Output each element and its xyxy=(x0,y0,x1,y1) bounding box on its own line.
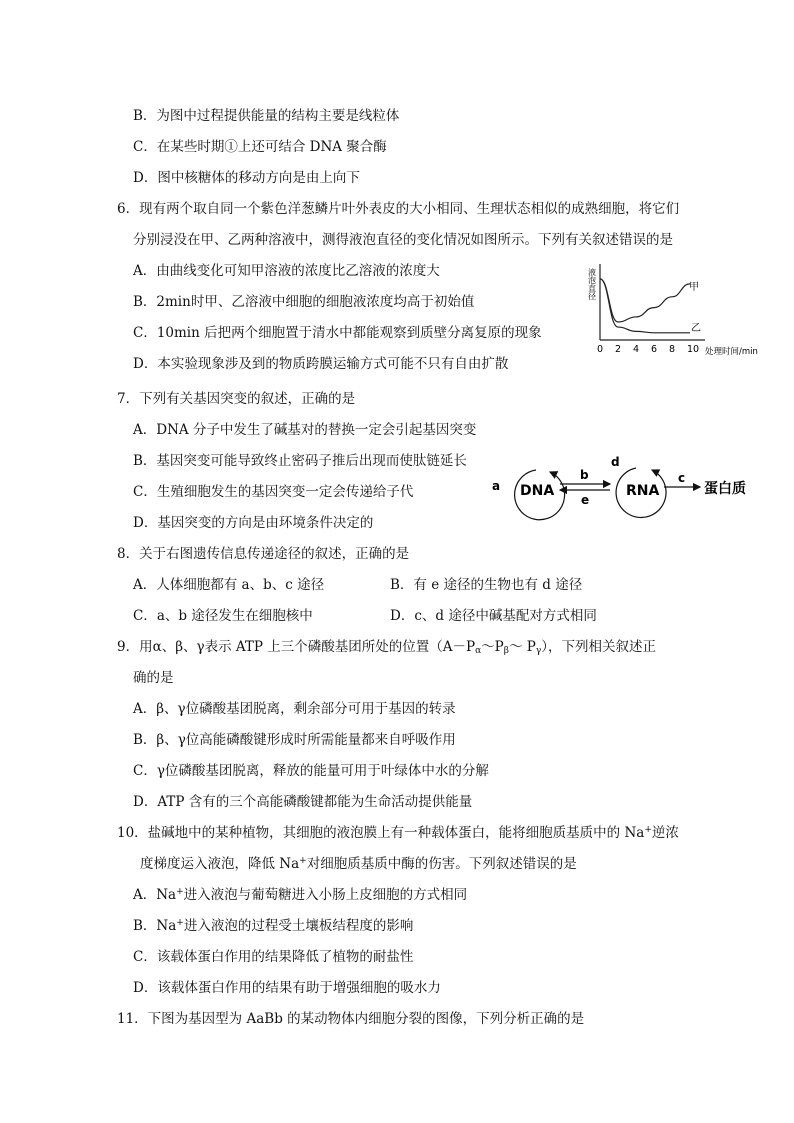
q10-option-d: D．该载体蛋白作用的结果有助于增强细胞的吸水力 xyxy=(133,980,441,996)
superscript-plus: + xyxy=(644,825,652,835)
x-tick-label: 6 xyxy=(651,344,658,355)
q10-stem-text: 对细胞质基质中酶的伤害。下列叙述错误的是 xyxy=(306,856,577,872)
rna-node: RNA xyxy=(626,483,660,499)
series-jia-label: 甲 xyxy=(689,282,699,293)
superscript-plus: + xyxy=(176,918,184,928)
q9-option-b: B．β、γ位高能磷酸键形成时所需能量都来自呼吸作用 xyxy=(133,732,456,748)
x-tick-label: 8 xyxy=(669,344,676,355)
q7-option-d: D．基因突变的方向是由环境条件决定的 xyxy=(133,515,374,531)
q9-stem-text: ～P xyxy=(481,639,504,655)
x-tick-label: 4 xyxy=(633,344,640,355)
q5-option-c: C．在某些时期①上还可结合 DNA 聚合酶 xyxy=(133,139,387,155)
q6-option-d: D．本实验现象涉及到的物质跨膜运输方式可能不只有自由扩散 xyxy=(133,356,509,372)
q9-option-a: A．β、γ位磷酸基团脱离，剩余部分可用于基因的转录 xyxy=(133,701,456,717)
q5-option-d: D．图中核糖体的移动方向是由上向下 xyxy=(133,170,360,186)
q10-option-text: B．Na xyxy=(133,918,177,934)
central-dogma-diagram xyxy=(488,452,768,524)
label-d: d xyxy=(611,455,620,469)
q5-option-b: B．为图中过程提供能量的结构主要是线粒体 xyxy=(133,108,400,124)
q6-option-c: C．10min 后把两个细胞置于清水中都能观察到质壁分离复原的现象 xyxy=(133,325,542,341)
q7-option-a: A．DNA 分子中发生了碱基对的替换一定会引起基因突变 xyxy=(133,422,477,438)
q9-stem-text: 9．用α、β、γ表示 ATP 上三个磷酸基团所处的位置（A－P xyxy=(117,639,476,655)
label-b: b xyxy=(580,468,589,482)
x-tick-label: 10 xyxy=(687,344,700,355)
q8-option-d: D．c、d 途径中碱基配对方式相同 xyxy=(390,608,597,624)
subscript-alpha: α xyxy=(475,646,482,656)
label-a: a xyxy=(492,479,501,493)
superscript-plus: + xyxy=(176,887,184,897)
y-axis-label: 液泡直径 xyxy=(587,268,597,300)
subscript-gamma: γ xyxy=(535,646,542,656)
q10-stem-text: 逆浓 xyxy=(651,825,679,841)
q9-option-c: C．γ位磷酸基团脱离，释放的能量可用于叶绿体中水的分解 xyxy=(133,763,489,779)
q8-option-c: C．a、b 途径发生在细胞核中 xyxy=(133,608,313,624)
q9-stem-text: ），下列相关叙述正 xyxy=(541,639,656,655)
q7-stem: 7．下列有关基因突变的叙述，正确的是 xyxy=(117,391,356,407)
q10-stem-line-1 xyxy=(117,821,679,841)
label-e: e xyxy=(581,493,590,507)
q9-stem-line-1 xyxy=(117,635,656,656)
q11-stem: 11．下图为基因型为 AaBb 的某动物体内细胞分裂的图像，下列分析正确的是 xyxy=(117,1011,585,1027)
q10-option-text: 进入液泡与葡萄糖进入小肠上皮细胞的方式相同 xyxy=(183,887,468,903)
q6-option-b: B．2min时甲、乙溶液中细胞的细胞液浓度均高于初始值 xyxy=(133,294,475,310)
x-tick-label: 0 xyxy=(597,344,604,355)
q7-option-c: C．生殖细胞发生的基因突变一定会传递给子代 xyxy=(133,484,414,500)
label-c: c xyxy=(678,471,686,485)
dna-node: DNA xyxy=(520,483,555,499)
q6-option-a: A．由曲线变化可知甲溶液的浓度比乙溶液的浓度大 xyxy=(133,263,440,279)
vacuole-diameter-chart xyxy=(585,258,770,363)
q7-option-b: B．基因突变可能导致终止密码子推后出现而使肽链延长 xyxy=(133,453,467,469)
q10-stem-text: 度梯度运入液泡，降低 Na xyxy=(140,856,300,872)
q8-option-a: A．人体细胞都有 a、b、c 途径 xyxy=(133,577,325,593)
x-tick-label: 2 xyxy=(615,344,622,355)
subscript-beta: β xyxy=(503,646,509,656)
q10-option-text: A．Na xyxy=(133,887,177,903)
series-yi-line xyxy=(600,279,690,333)
q8-option-b: B．有 e 途径的生物也有 d 途径 xyxy=(390,577,583,593)
superscript-plus: + xyxy=(299,856,307,866)
q10-option-c: C．该载体蛋白作用的结果降低了植物的耐盐性 xyxy=(133,949,414,965)
q10-option-b xyxy=(133,914,413,934)
q6-stem-line-2: 分别浸没在甲、乙两种溶液中，测得液泡直径的变化情况如图所示。下列有关叙述错误的是 xyxy=(133,232,673,248)
q10-option-a xyxy=(133,883,467,903)
q9-stem-text: ～ P xyxy=(508,639,536,655)
q10-option-text: 进入液泡的过程受土壤板结程度的影响 xyxy=(183,918,414,934)
q10-stem-text: 10．盐碱地中的某种植物，其细胞的液泡膜上有一种载体蛋白，能将细胞质基质中的 Na xyxy=(117,825,645,841)
q6-stem-line-1: 6．现有两个取自同一个紫色洋葱鳞片叶外表皮的大小相同、生理状态相似的成熟细胞，将它们 xyxy=(117,201,680,217)
protein-node: 蛋白质 xyxy=(704,481,746,497)
q10-stem-line-2 xyxy=(140,852,577,872)
q9-option-d: D．ATP 含有的三个高能磷酸键都能为生命活动提供能量 xyxy=(133,794,473,810)
series-yi-label: 乙 xyxy=(691,323,701,334)
q8-stem: 8．关于右图遗传信息传递途径的叙述，正确的是 xyxy=(117,546,410,562)
x-axis-label: 处理时间/min xyxy=(705,347,758,357)
series-jia-line xyxy=(600,279,690,322)
q9-stem-line-2: 确的是 xyxy=(133,670,174,686)
